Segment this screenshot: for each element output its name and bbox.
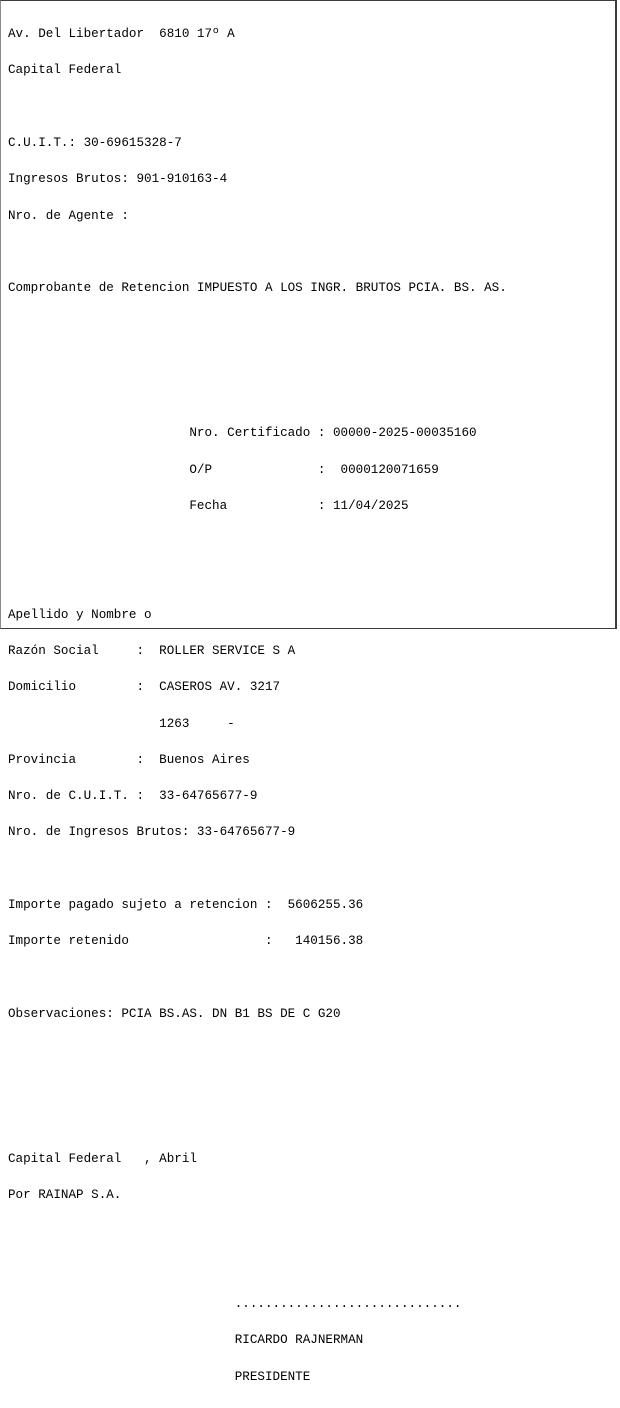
certificate-number-line: Nro. Certificado : 00000-2025-00035160 [8, 426, 477, 441]
recipient-postal-code-line: 1263 - [8, 716, 235, 731]
issuer-cuit-line: C.U.I.T.: 30-69615328-7 [8, 136, 182, 151]
blank-line [8, 1080, 507, 1092]
document-title: Comprobante de Retencion IMPUESTO A LOS INGR. BRUTOS PCIA. BS. AS. [8, 281, 507, 296]
recipient-name-label-line: Apellido y Nombre o [8, 607, 152, 622]
blank-line [8, 572, 507, 584]
date-line: Fecha : 11/04/2025 [8, 498, 409, 513]
blank-line [8, 1225, 507, 1237]
signed-by-line: Por RAINAP S.A. [8, 1188, 122, 1203]
blank-line [8, 391, 507, 403]
recipient-cuit-line: Nro. de C.U.I.T. : 33-64765677-9 [8, 789, 258, 804]
taxable-amount-line: Importe pagado sujeto a retencion : 5606255.36 [8, 897, 364, 912]
signatory-title: PRESIDENTE [8, 1369, 311, 1384]
document-text [8, 4, 507, 1407]
issuer-ingresos-brutos-line: Ingresos Brutos: 901-910163-4 [8, 172, 228, 187]
blank-line [8, 863, 507, 875]
issuer-address-line: Av. Del Libertador 6810 17º A [8, 27, 235, 42]
withheld-amount-line: Importe retenido : 140156.38 [8, 934, 364, 949]
recipient-business-name-line: Razón Social : ROLLER SERVICE S A [8, 643, 296, 658]
signature-dotted-line: .............................. [8, 1297, 462, 1312]
blank-line [8, 318, 507, 330]
issuer-city-line: Capital Federal [8, 63, 122, 78]
blank-line [8, 972, 507, 984]
recipient-province-line: Provincia : Buenos Aires [8, 752, 250, 767]
signatory-name: RICARDO RAJNERMAN [8, 1333, 364, 1348]
blank-line [8, 246, 507, 258]
agent-number-line: Nro. de Agente : [8, 208, 129, 223]
place-date-line: Capital Federal , Abril [8, 1151, 197, 1166]
recipient-address-line: Domicilio : CASEROS AV. 3217 [8, 680, 281, 695]
blank-line [8, 1262, 507, 1274]
blank-line [8, 1117, 507, 1129]
blank-line [8, 101, 507, 113]
recipient-ingresos-brutos-line: Nro. de Ingresos Brutos: 33-64765677-9 [8, 825, 296, 840]
blank-line [8, 1044, 507, 1056]
payment-order-line: O/P : 0000120071659 [8, 462, 439, 477]
blank-line [8, 536, 507, 548]
blank-line [8, 355, 507, 367]
observations-line: Observaciones: PCIA BS.AS. DN B1 BS DE C G20 [8, 1006, 341, 1021]
